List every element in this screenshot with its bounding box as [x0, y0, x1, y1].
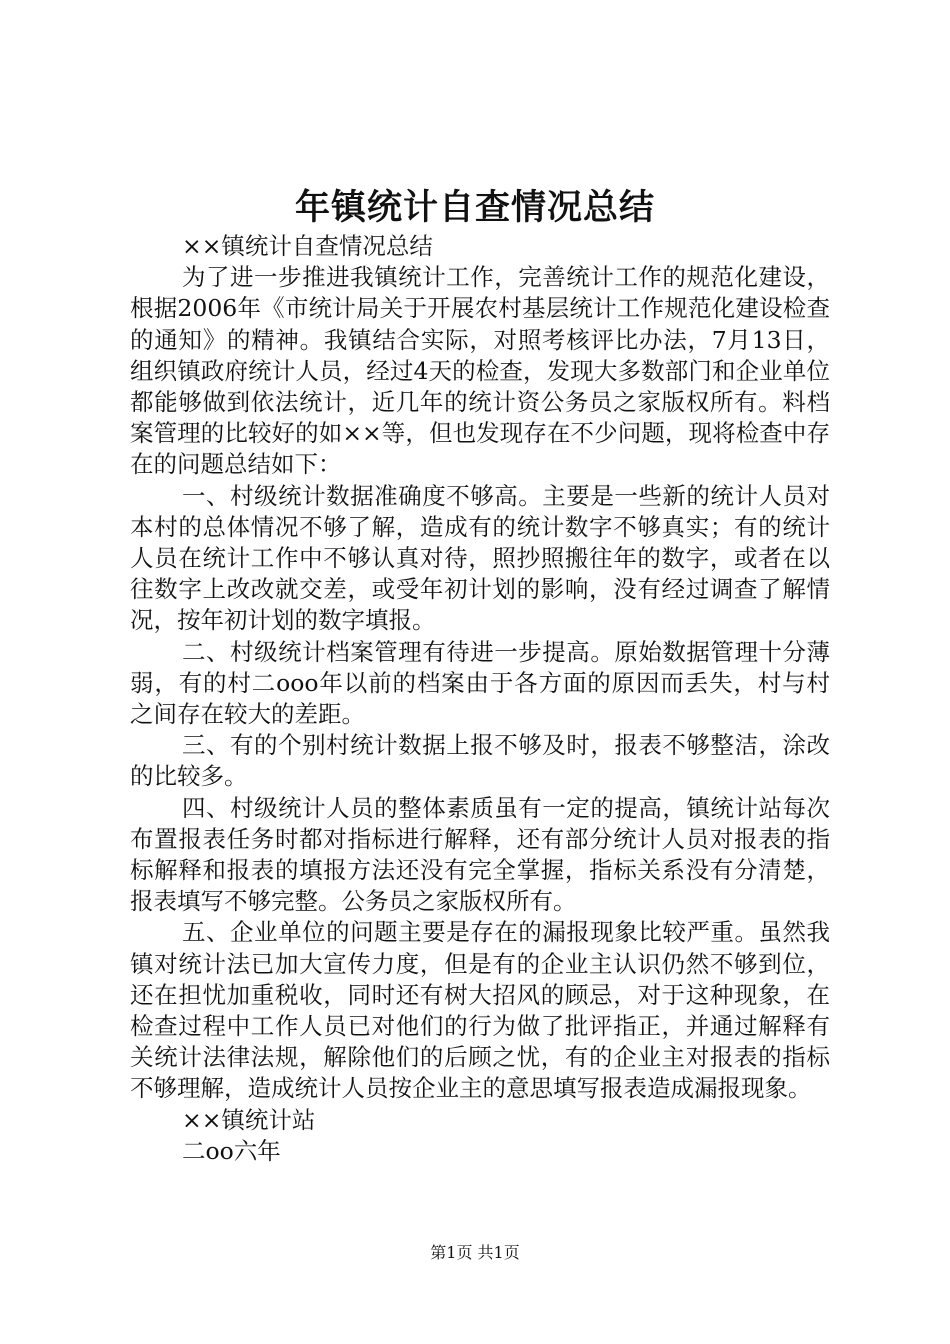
- issue-5-paragraph: 五、企业单位的问题主要是存在的漏报现象比较严重。虽然我镇对统计法已加大宣传力度，但是有的企业主认识仍然不够到位，还在担忧加重税收，同时还有树大招风的顾忌，对于这种现象，在检查过程中工作人员已对他们的行为做了批评指正，并通过解释有关统计法律法规，解除他们的后顾之忧，有的企业主对报表的指标不够理解，造成统计人员按企业主的意思填写报表造成漏报现象。: [130, 918, 830, 1103]
- issue-2-paragraph: 二、村级统计档案管理有待进一步提高。原始数据管理十分薄弱，有的村二ooo年以前的档案由于各方面的原因而丢失，村与村之间存在较大的差距。: [130, 637, 830, 729]
- page-footer: 第1页 共1页: [430, 1243, 520, 1262]
- subtitle-paragraph: ××镇统计自查情况总结: [182, 232, 433, 260]
- document-body: [130, 231, 830, 1167]
- signature-date: 二oo六年: [182, 1136, 281, 1165]
- document-title: 年镇统计自查情况总结: [294, 188, 655, 228]
- intro-paragraph: 为了进一步推进我镇统计工作，完善统计工作的规范化建设，根据2006年《市统计局关于开展农村基层统计工作规范化建设检查的通知》的精神。我镇结合实际，对照考核评比办法，7月13日，组织镇政府统计人员，经过4天的检查，发现大多数部门和企业单位都能够做到依法统计，近几年的统计资公务员之家版权所有。料档案管理的比较好的如××等，但也发现存在不少问题，现将检查中存在的问题总结如下：: [130, 263, 830, 479]
- issue-4-paragraph: 四、村级统计人员的整体素质虽有一定的提高，镇统计站每次布置报表任务时都对指标进行解释，还有部分统计人员对报表的指标解释和报表的填报方法还没有完全掌握，指标关系没有分清楚，报表填写不够完整。公务员之家版权所有。: [130, 793, 830, 916]
- signature-org: ××镇统计站: [182, 1105, 316, 1134]
- issue-1-paragraph: 一、村级统计数据准确度不够高。主要是一些新的统计人员对本村的总体情况不够了解，造成有的统计数字不够真实；有的统计人员在统计工作中不够认真对待，照抄照搬往年的数字，或者在以往数字上改改就交差，或受年初计划的影响，没有经过调查了解情况，按年初计划的数字填报。: [130, 481, 830, 635]
- issue-3-paragraph: 三、有的个别村统计数据上报不够及时，报表不够整洁，涂改的比较多。: [130, 731, 830, 791]
